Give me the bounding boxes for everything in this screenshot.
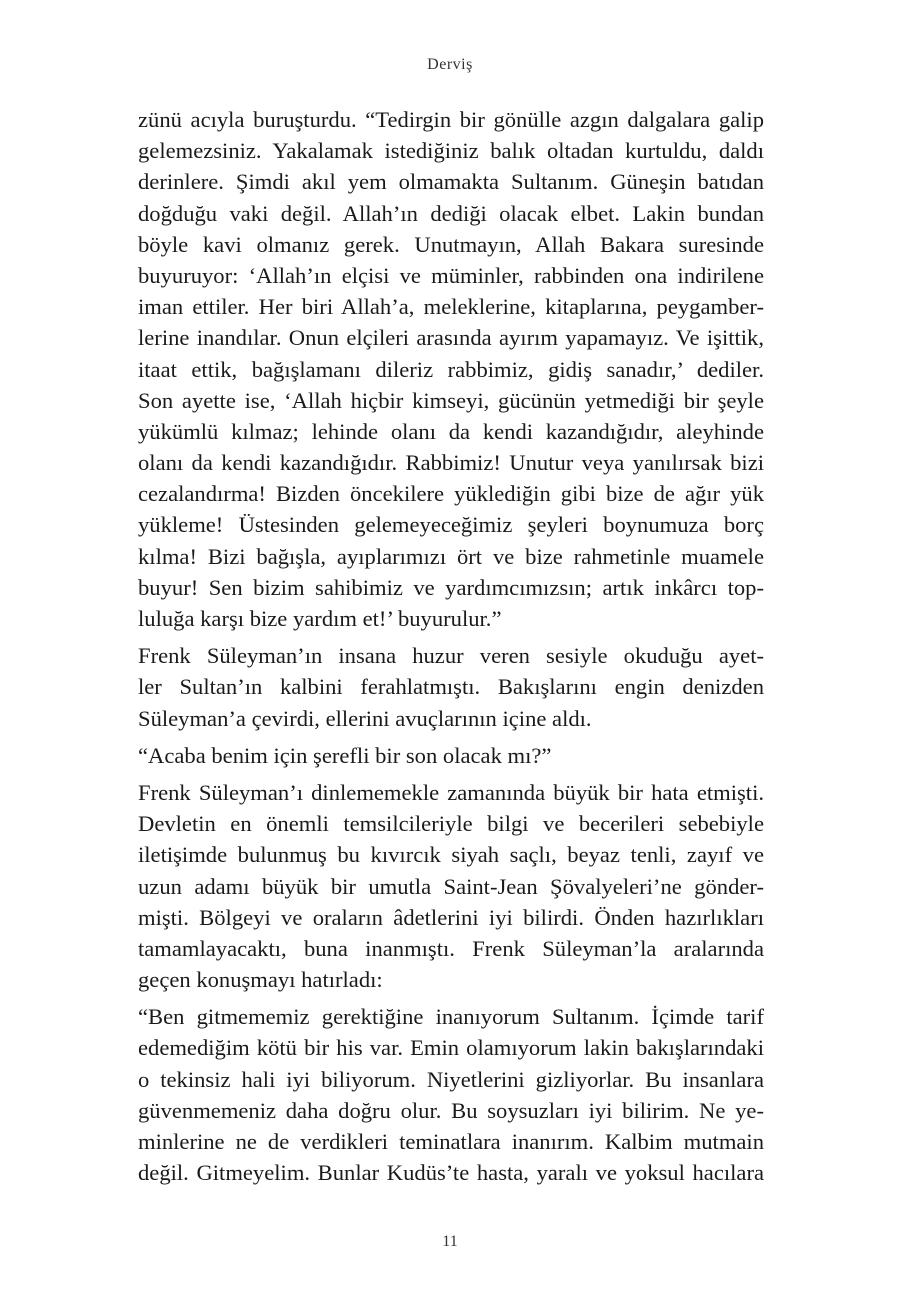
text-line: Frenk Süleyman’ı dinlememekle zamanında büyük bir hata etmişti.: [138, 779, 764, 805]
text-line: gelemezsiniz. Yakalamak istediğiniz balık oltadan kurtuldu, daldı: [138, 138, 764, 164]
text-line: böyle kavi olmanız gerek. Unutmayın, Allah Bakara suresinde: [138, 231, 764, 257]
text-line: tamamlayacaktı, buna inanmıştı. Frenk Süleyman’la aralarında: [138, 935, 764, 961]
text-line: yükümlü kılmaz; lehinde olanı da kendi kazandığıdır, aleyhinde: [138, 418, 764, 444]
text-line: buyuruyor: ‘Allah’ın elçisi ve müminler, rabbinden ona indirilene: [138, 262, 764, 288]
paragraph: [138, 640, 764, 734]
text-line: cezalandırma! Bizden öncekilere yüklediğin gibi bize de ağır yük: [138, 481, 764, 507]
text-line: zünü acıyla buruşturdu. “Tedirgin bir gönülle azgın dalgalara galip: [138, 107, 764, 132]
text-line: luluğa karşı bize yardım et!’ buyurulur.”: [138, 606, 502, 631]
text-line: geçen konuşmayı hatırladı:: [138, 967, 383, 993]
text-line: ler Sultan’ın kalbini ferahlatmıştı. Bakışlarını engin denizden: [138, 674, 764, 700]
text-line: güvenmemeniz daha doğru olur. Bu soysuzları iyi bilirim. Ne ye-: [138, 1097, 764, 1123]
text-line: Süleyman’a çevirdi, ellerini avuçlarının içine aldı.: [138, 705, 592, 731]
text-line: derinlere. Şimdi akıl yem olmamakta Sultanım. Güneşin batıdan: [138, 169, 764, 195]
text-line: kılma! Bizi bağışla, ayıplarımızı ört ve bize rahmetinle muamele: [138, 543, 764, 569]
page-number: 11: [442, 1233, 458, 1250]
text-line: lerine inandılar. Onun elçileri arasında ayırım yapamayız. Ve işittik,: [138, 325, 764, 351]
body-text: [138, 104, 764, 1194]
text-line: “Acaba benim için şerefli bir son olacak mı?”: [138, 742, 552, 768]
paragraph: [138, 777, 764, 995]
text-line: Frenk Süleyman’ın insana huzur veren sesiyle okuduğu ayet-: [138, 643, 764, 669]
text-line: değil. Gitmeyelim. Bunlar Kudüs’te hasta, yaralı ve yoksul hacılara: [138, 1160, 764, 1186]
text-line: yükleme! Üstesinden gelemeyeceğimiz şeyleri boynumuza borç: [138, 512, 764, 538]
text-line: Devletin en önemli temsilcileriyle bilgi ve becerileri sebebiyle: [138, 811, 764, 837]
text-line: iletişimde bulunmuş bu kıvırcık siyah saçlı, beyaz tenli, zayıf ve: [138, 842, 764, 868]
text-line: olanı da kendi kazandığıdır. Rabbimiz! Unutur veya yanılırsak bizi: [138, 450, 764, 476]
paragraph: [138, 104, 764, 634]
text-line: uzun adamı büyük bir umutla Saint-Jean Şövalyeleri’ne gönder-: [138, 873, 764, 899]
text-line: edemediğim kötü bir his var. Emin olamıyorum lakin bakışlarındaki: [138, 1035, 764, 1061]
text-line: buyur! Sen bizim sahibimiz ve yardımcımızsın; artık inkârcı top-: [138, 574, 764, 600]
text-line: itaat ettik, bağışlamanı dileriz rabbimiz, gidiş sanadır,’ dediler.: [138, 356, 764, 382]
text-line: minlerine ne de verdikleri teminatlara inanırım. Kalbim mutmain: [138, 1129, 764, 1154]
text-line: iman ettiler. Her biri Allah’a, meleklerine, kitaplarına, peygamber-: [138, 294, 764, 320]
running-header: Derviş: [427, 56, 473, 73]
paragraph: [138, 740, 764, 771]
text-line: mişti. Bölgeyi ve oraların âdetlerini iyi bilirdi. Önden hazırlıkları: [138, 904, 764, 930]
paragraph: [138, 1001, 764, 1188]
text-line: Son ayette ise, ‘Allah hiçbir kimseyi, gücünün yetmediği bir şeyle: [138, 387, 764, 413]
text-line: “Ben gitmememiz gerektiğine inanıyorum Sultanım. İçimde tarif: [138, 1004, 764, 1030]
text-line: o tekinsiz hali iyi biliyorum. Niyetlerini gizliyorlar. Bu insanlara: [138, 1066, 764, 1092]
text-line: doğduğu vaki değil. Allah’ın dediği olacak elbet. Lakin bundan: [138, 200, 764, 226]
